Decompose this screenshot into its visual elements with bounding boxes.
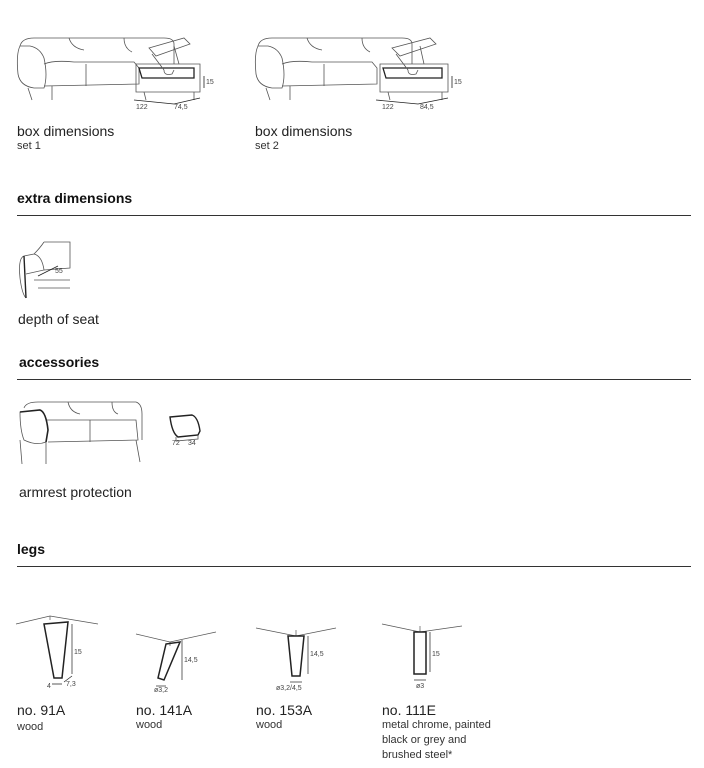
leg-91a-top-dim: 7,3 — [66, 681, 76, 688]
leg-141a-sketch — [134, 630, 224, 694]
box2-width-dim: 122 — [382, 104, 394, 111]
leg-141a-material: wood — [136, 719, 163, 731]
leg-91a-height-dim: 15 — [74, 649, 82, 656]
leg-111e-height-dim: 15 — [432, 651, 440, 658]
leg-153a-name: no. 153A — [256, 702, 313, 718]
box-dimensions-subtitle-1: set 1 — [17, 140, 41, 152]
sofa-box-sketch-set-1 — [14, 34, 214, 114]
accessories-heading: accessories — [19, 354, 100, 370]
leg-153a-sketch — [254, 622, 344, 694]
legs-heading: legs — [17, 541, 46, 557]
armrest-protection-caption: armrest protection — [19, 484, 132, 500]
leg-111e-name: no. 111E — [382, 702, 436, 718]
depth-of-seat-caption: depth of seat — [18, 311, 99, 327]
section-divider — [17, 566, 691, 567]
leg-91a-name: no. 91A — [17, 702, 66, 718]
extra-dimensions-heading: extra dimensions — [17, 190, 133, 206]
leg-141a-height-dim: 14,5 — [184, 657, 198, 664]
leg-91a-bottom-dim: 4 — [47, 683, 51, 690]
seat-depth-sketch — [14, 238, 84, 302]
box-dimensions-title-2: box dimensions — [255, 123, 353, 139]
leg-91a-material: wood — [17, 721, 44, 733]
section-divider — [17, 215, 691, 216]
armrest-cover-sketch — [164, 411, 204, 451]
leg-153a-height-dim: 14,5 — [310, 651, 324, 658]
box1-height-dim: 15 — [206, 79, 214, 86]
leg-141a-diameter-dim: ø3,2 — [154, 687, 169, 694]
leg-141a-name: no. 141A — [136, 702, 193, 718]
seat-depth-dim: 55 — [55, 268, 63, 275]
leg-153a-diameter-dim: ø3,2/4,5 — [276, 685, 302, 692]
leg-153a-material: wood — [256, 719, 283, 731]
armrest-depth-dim: 34 — [188, 440, 196, 447]
box1-depth-dim: 74,5 — [174, 104, 188, 111]
armrest-sofa-sketch — [16, 400, 148, 470]
box2-depth-dim: 84,5 — [420, 104, 434, 111]
leg-111e-sketch — [380, 616, 470, 692]
section-divider — [17, 379, 691, 380]
leg-91a-sketch — [14, 606, 104, 692]
armrest-width-dim: 72 — [172, 440, 180, 447]
leg-111e-diameter-dim: ø3 — [416, 683, 425, 690]
box-dimensions-title-1: box dimensions — [17, 123, 115, 139]
box1-width-dim: 122 — [136, 104, 148, 111]
box2-height-dim: 15 — [454, 79, 462, 86]
leg-111e-material: metal chrome, painted black or grey and brushed steel* — [382, 719, 491, 761]
box-dimensions-subtitle-2: set 2 — [255, 140, 279, 152]
sofa-box-sketch-set-2 — [252, 34, 462, 114]
